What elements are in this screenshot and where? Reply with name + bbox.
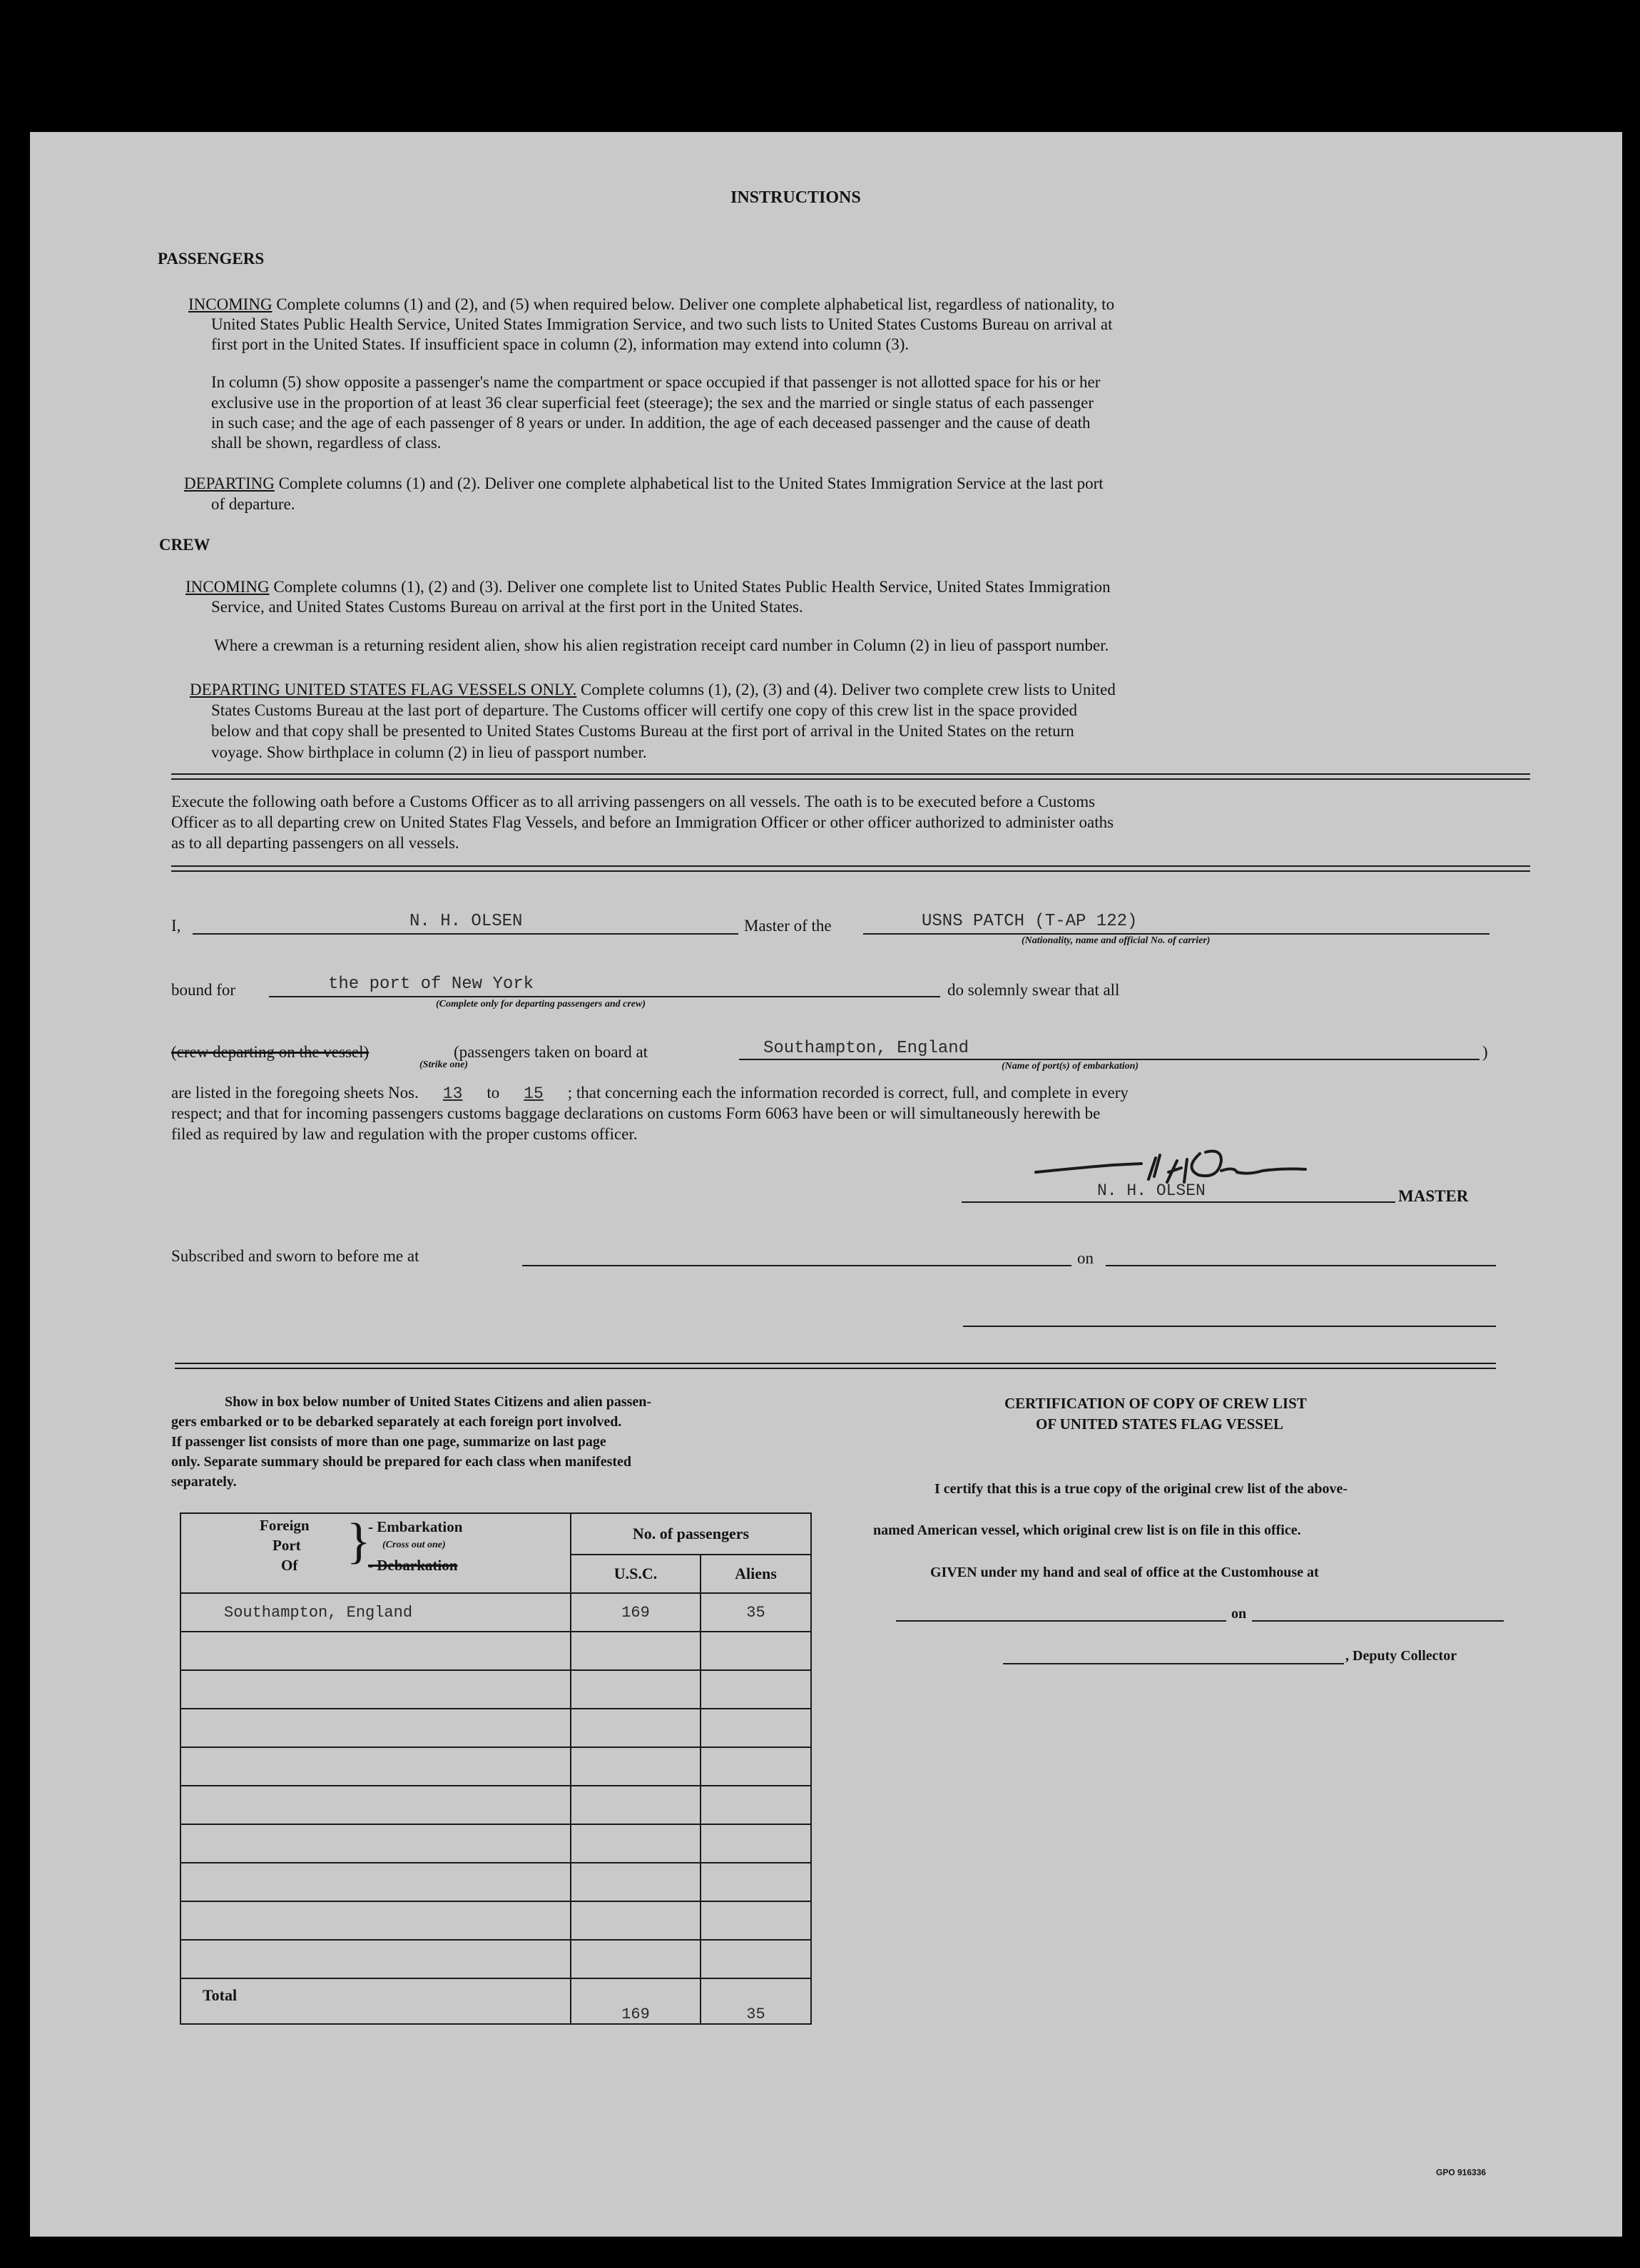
empty-port-cell[interactable]	[180, 1709, 571, 1747]
empty-usc-cell[interactable]	[571, 1747, 701, 1786]
signature-scribble	[1034, 1139, 1391, 1196]
crew-departing-text-1: Complete columns (1), (2), (3) and (4). Deliver two complete crew lists to United	[581, 681, 1116, 698]
crew-resident-alien-text: Where a crewman is a returning resident alien, show his alien registration receipt card number in Column (2) in lieu of passport number.	[214, 636, 1109, 654]
empty-port-cell[interactable]	[180, 1786, 571, 1824]
crew-incoming-text-1: Complete columns (1), (2) and (3). Deliver one complete list to United States Public Health Service, United States Immigration	[273, 578, 1111, 596]
summary-instr-3: If passenger list consists of more than one page, summarize on last page	[171, 1434, 606, 1450]
signature-line	[962, 1201, 1395, 1203]
crew-incoming-text-2: Service, and United States Customs Bureau on arrival at the first port in the United States.	[211, 598, 803, 616]
subscribed-date-line[interactable]	[1106, 1265, 1496, 1266]
empty-port-cell[interactable]	[180, 1824, 571, 1863]
hdr-debarkation: - Debarkation	[368, 1557, 458, 1574]
crew-departing-line-1	[190, 680, 1116, 700]
cert-given: GIVEN under my hand and seal of office at the Customhouse at	[930, 1565, 1319, 1580]
empty-aliens-cell[interactable]	[701, 1709, 811, 1747]
passenger-summary-table	[180, 1512, 812, 2025]
cert-title-2: OF UNITED STATES FLAG VESSEL	[1036, 1415, 1283, 1433]
table-row	[180, 1824, 811, 1863]
passengers-departing-label: DEPARTING	[184, 474, 275, 492]
hdr-num-passengers	[571, 1513, 811, 1555]
officer-signature-line[interactable]	[963, 1326, 1496, 1327]
strike-caption: (Strike one)	[419, 1059, 469, 1070]
vessel-caption: (Nationality, name and official No. of carrier)	[1022, 935, 1211, 946]
empty-usc-cell[interactable]	[571, 1901, 701, 1940]
crew-incoming-label: INCOMING	[185, 578, 270, 596]
passengers-incoming-line-1	[188, 295, 1114, 315]
section-divider	[171, 865, 1530, 872]
passengers-departing-line-1	[184, 474, 1104, 494]
deputy-signature-line[interactable]	[1003, 1663, 1344, 1664]
form-title: INSTRUCTIONS	[730, 188, 861, 207]
empty-aliens-cell[interactable]	[701, 1863, 811, 1901]
crew-departing-text-4: voyage. Show birthplace in column (2) in lieu of passport number.	[211, 743, 647, 761]
cert-date-line[interactable]	[1252, 1620, 1504, 1622]
hdr-crossout: (Cross out one)	[382, 1540, 446, 1550]
summary-instr-2: gers embarked or to be debarked separately at each foreign port involved.	[171, 1414, 622, 1430]
oath-intro-1: Execute the following oath before a Customs Officer as to all arriving passengers on all vessels. The oath is to be executed before a Customs	[171, 793, 1096, 810]
summary-instr-5: separately.	[171, 1474, 237, 1490]
oath-intro-2: Officer as to all departing crew on United States Flag Vessels, and before an Immigration Officer or other officer authorized to administer oaths	[171, 813, 1114, 831]
summary-instr-1: Show in box below number of United States Citizens and alien passen-	[225, 1394, 652, 1410]
hdr-port: Port	[273, 1537, 301, 1554]
table-row	[180, 1940, 811, 1978]
table-row	[180, 1863, 811, 1901]
empty-usc-cell[interactable]	[571, 1824, 701, 1863]
cert-title-1: CERTIFICATION OF COPY OF CREW LIST	[1004, 1395, 1307, 1412]
destination-caption: (Complete only for departing passengers and crew)	[436, 999, 646, 1010]
passengers-departing-text-1: Complete columns (1) and (2). Deliver one complete alphabetical list to the United States Immigration Service at the last port	[278, 474, 1104, 492]
hdr-of: Of	[281, 1557, 298, 1574]
gpo-number: GPO 916336	[1436, 2167, 1487, 2177]
crew-departing-label: DEPARTING UNITED STATES FLAG VESSELS ONLY.	[190, 681, 577, 698]
signature-name[interactable]: N. H. OLSEN	[1097, 1181, 1206, 1200]
empty-aliens-cell[interactable]	[701, 1786, 811, 1824]
brace-glyph: }	[347, 1514, 371, 1569]
listed-line	[171, 1083, 1129, 1104]
empty-usc-cell[interactable]	[571, 1940, 701, 1978]
passengers-incoming-text-1: Complete columns (1) and (2), and (5) when required below. Deliver one complete alphabetical list, regardless of nationality, to	[276, 295, 1115, 313]
table-row	[180, 1593, 811, 1632]
crew-incoming-line-1	[185, 577, 1111, 597]
table-row	[180, 1709, 811, 1747]
section-divider	[171, 773, 1530, 780]
close-paren: )	[1482, 1043, 1488, 1061]
cert-body-1: I certify that this is a true copy of the original crew list of the above-	[934, 1481, 1348, 1497]
total-label: Total	[180, 1978, 571, 2024]
embark-caption: (Name of port(s) of embarkation)	[1002, 1061, 1139, 1072]
empty-aliens-cell[interactable]	[701, 1940, 811, 1978]
embark-port[interactable]: Southampton, England	[763, 1039, 969, 1058]
embark-port-line	[739, 1059, 1479, 1060]
swear-label: do solemnly swear that all	[947, 981, 1120, 999]
total-row	[180, 1978, 811, 2024]
to-label: to	[487, 1084, 500, 1102]
empty-aliens-cell[interactable]	[701, 1901, 811, 1940]
oath-intro-3: as to all departing passengers on all vessels.	[171, 834, 459, 852]
filed-line: filed as required by law and regulation with the proper customs officer.	[171, 1125, 638, 1143]
column5-text-4: shall be shown, regardless of class.	[211, 434, 442, 452]
empty-port-cell[interactable]	[180, 1632, 571, 1670]
table-row	[180, 1786, 811, 1824]
row-aliens[interactable]: 35	[701, 1593, 811, 1632]
destination[interactable]: the port of New York	[328, 975, 534, 994]
master-of-label: Master of the	[744, 917, 832, 935]
empty-usc-cell[interactable]	[571, 1670, 701, 1709]
column5-text-3: in such case; and the age of each passenger of 8 years or under. In addition, the age of each deceased passenger and the cause of death	[211, 414, 1091, 432]
empty-usc-cell[interactable]	[571, 1709, 701, 1747]
cert-body-2: named American vessel, which original crew list is on file in this office.	[873, 1522, 1301, 1538]
column5-text-2: exclusive use in the proportion of at least 36 clear superficial feet (steerage); the sex and the married or single status of each passenger	[211, 394, 1094, 412]
passengers-incoming-text-2: United States Public Health Service, United States Immigration Service, and two such lists to United States Customs Bureau on arrival at	[211, 315, 1113, 333]
hdr-aliens: Aliens	[701, 1555, 811, 1593]
total-usc[interactable]: 169	[571, 1978, 701, 2024]
destination-line	[269, 996, 940, 997]
master-name[interactable]: N. H. OLSEN	[409, 912, 523, 931]
empty-usc-cell[interactable]	[571, 1863, 701, 1901]
empty-usc-cell[interactable]	[571, 1786, 701, 1824]
column5-text-1: In column (5) show opposite a passenger's name the compartment or space occupied if that passenger is not allotted space for his or her	[211, 373, 1101, 391]
table-row	[180, 1901, 811, 1940]
oath-i-label: I,	[171, 917, 181, 935]
cert-place-line[interactable]	[896, 1620, 1226, 1622]
empty-aliens-cell[interactable]	[701, 1824, 811, 1863]
empty-port-cell[interactable]	[180, 1940, 571, 1978]
empty-aliens-cell[interactable]	[701, 1670, 811, 1709]
cert-on-label: on	[1231, 1606, 1247, 1622]
sheet-to[interactable]: 15	[524, 1084, 544, 1103]
table-row	[180, 1632, 811, 1670]
port-header-cell	[180, 1513, 571, 1593]
vessel-name[interactable]: USNS PATCH (T-AP 122)	[922, 912, 1138, 931]
empty-aliens-cell[interactable]	[701, 1747, 811, 1786]
table-row	[180, 1747, 811, 1786]
sheet-from[interactable]: 13	[442, 1084, 463, 1103]
hdr-foreign: Foreign	[260, 1517, 310, 1534]
subscribed-on-label: on	[1077, 1249, 1094, 1267]
passengers-incoming-text-3: first port in the United States. If insufficient space in column (2), information may extend into column (3).	[211, 335, 910, 353]
empty-aliens-cell[interactable]	[701, 1632, 811, 1670]
passengers-departing-text-2: of departure.	[211, 495, 295, 513]
hdr-num-text: No. of passengers	[632, 1525, 750, 1542]
crew-heading: CREW	[159, 536, 210, 554]
listed-post: ; that concerning each the information recorded is correct, full, and complete in every	[567, 1084, 1129, 1102]
master-name-line	[193, 933, 738, 935]
subscribed-label: Subscribed and sworn to before me at	[171, 1247, 419, 1265]
listed-pre: are listed in the foregoing sheets Nos.	[171, 1084, 419, 1102]
empty-port-cell[interactable]	[180, 1863, 571, 1901]
empty-port-cell[interactable]	[180, 1901, 571, 1940]
passengers-heading: PASSENGERS	[158, 250, 265, 268]
empty-port-cell[interactable]	[180, 1747, 571, 1786]
section-divider	[175, 1363, 1496, 1369]
summary-instr-4: only. Separate summary should be prepared for each class when manifested	[171, 1454, 632, 1470]
master-title: MASTER	[1398, 1187, 1469, 1205]
hdr-embarkation: - Embarkation	[368, 1518, 463, 1535]
hdr-usc: U.S.C.	[571, 1555, 701, 1593]
passengers-incoming-label: INCOMING	[188, 295, 273, 313]
table-row	[180, 1670, 811, 1709]
passengers-option: (passengers taken on board at	[454, 1043, 648, 1061]
crew-departing-text-2: States Customs Bureau at the last port of departure. The Customs officer will certify one copy of this crew list in the space provided	[211, 701, 1078, 719]
total-aliens[interactable]: 35	[701, 1978, 811, 2024]
empty-port-cell[interactable]	[180, 1670, 571, 1709]
crew-option-struck: (crew departing on the vessel)	[171, 1043, 370, 1061]
respect-line: respect; and that for incoming passengers customs baggage declarations on customs Form 6063 have been or will simultaneously herewith be	[171, 1104, 1101, 1122]
empty-usc-cell[interactable]	[571, 1632, 701, 1670]
row-usc[interactable]: 169	[571, 1593, 701, 1632]
deputy-label: , Deputy Collector	[1345, 1648, 1457, 1664]
vessel-line	[863, 933, 1489, 935]
row-port[interactable]: Southampton, England	[180, 1593, 571, 1632]
crew-departing-text-3: below and that copy shall be presented to United States Customs Bureau at the first port of arrival in the United States on the return	[211, 722, 1074, 740]
subscribed-place-line[interactable]	[522, 1265, 1071, 1266]
bound-for-label: bound for	[171, 981, 236, 999]
